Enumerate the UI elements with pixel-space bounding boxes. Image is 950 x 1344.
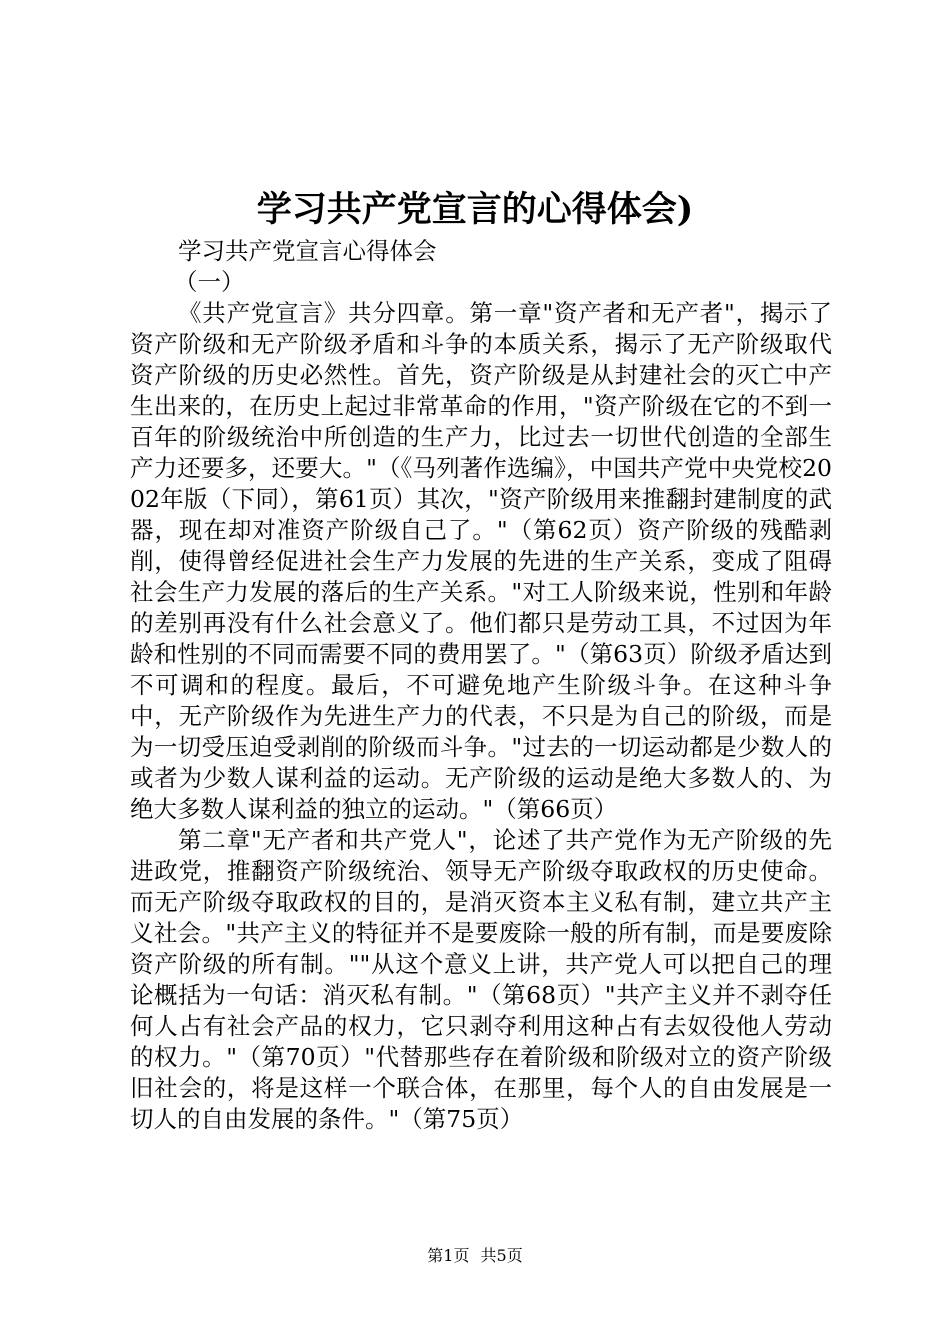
document-title: 学习共产党宣言的心得体会) — [256, 189, 694, 230]
paragraph-chapter-one: 《共产党宣言》共分四章。第一章"资产者和无产者"，揭示了资产阶级和无产阶级矛盾和斗争的本质关系，揭示了无产阶级取代资产阶级的历史必然性。首先，资产阶级是从封建社会的灭亡中产生出来的，在历史上起过非常革命的作用，"资产阶级在它的不到一百年的阶级统治中所创造的生产力，比过去一切世代创造的全部生产力还要多，还要大。"（《马列著作选编》，中国共产党中央党校2002年版（下同），第61页）其次，"资产阶级用来推翻封建制度的武器，现在却对准资产阶级自己了。"（第62页）资产阶级的残酷剥削，使得曾经促进社会生产力发展的先进的生产关系，变成了阻碍社会生产力发展的落后的生产关系。"对工人阶级来说，性别和年龄的差别再没有什么社会意义了。他们都只是劳动工具，不过因为年龄和性别的不同而需要不同的费用罢了。"（第63页）阶级矛盾达到不可调和的程度。最后，不可避免地产生阶级斗争。在这种斗争中，无产阶级作为先进生产力的代表，不只是为自己的阶级，而是为一切受压迫受剥削的阶级而斗争。"过去的一切运动都是少数人的或者为少数人谋利益的运动。无产阶级的运动是绝大多数人的、为绝大多数人谋利益的独立的运动。"（第66页） — [130, 299, 832, 823]
document-subtitle: 学习共产党宣言心得体会 — [178, 237, 437, 265]
page-total: 共5页 — [480, 1246, 523, 1265]
section-marker: （一） — [174, 268, 245, 296]
page-footer — [0, 1244, 950, 1268]
paragraph-chapter-two: 第二章"无产者和共产党人"，论述了共产党作为无产阶级的先进政党，推翻资产阶级统治、领导无产阶级夺取政权的历史使命。而无产阶级夺取政权的目的，是消灭资本主义私有制，建立共产主义社会。"共产主义的特征并不是要废除一般的所有制，而是要废除资产阶级的所有制。""从这个意义上讲，共产党人可以把自己的理论概括为一句话：消灭私有制。"（第68页）"共产主义并不剥夺任何人占有社会产品的权力，它只剥夺利用这种占有去奴役他人劳动的权力。"（第70页）"代替那些存在着阶级和阶级对立的资产阶级旧社会的，将是这样一个联合体，在那里，每个人的自由发展是一切人的自由发展的条件。"（第75页） — [130, 826, 832, 1133]
document-body — [130, 236, 832, 1135]
page-number: 第1页 — [427, 1246, 470, 1265]
